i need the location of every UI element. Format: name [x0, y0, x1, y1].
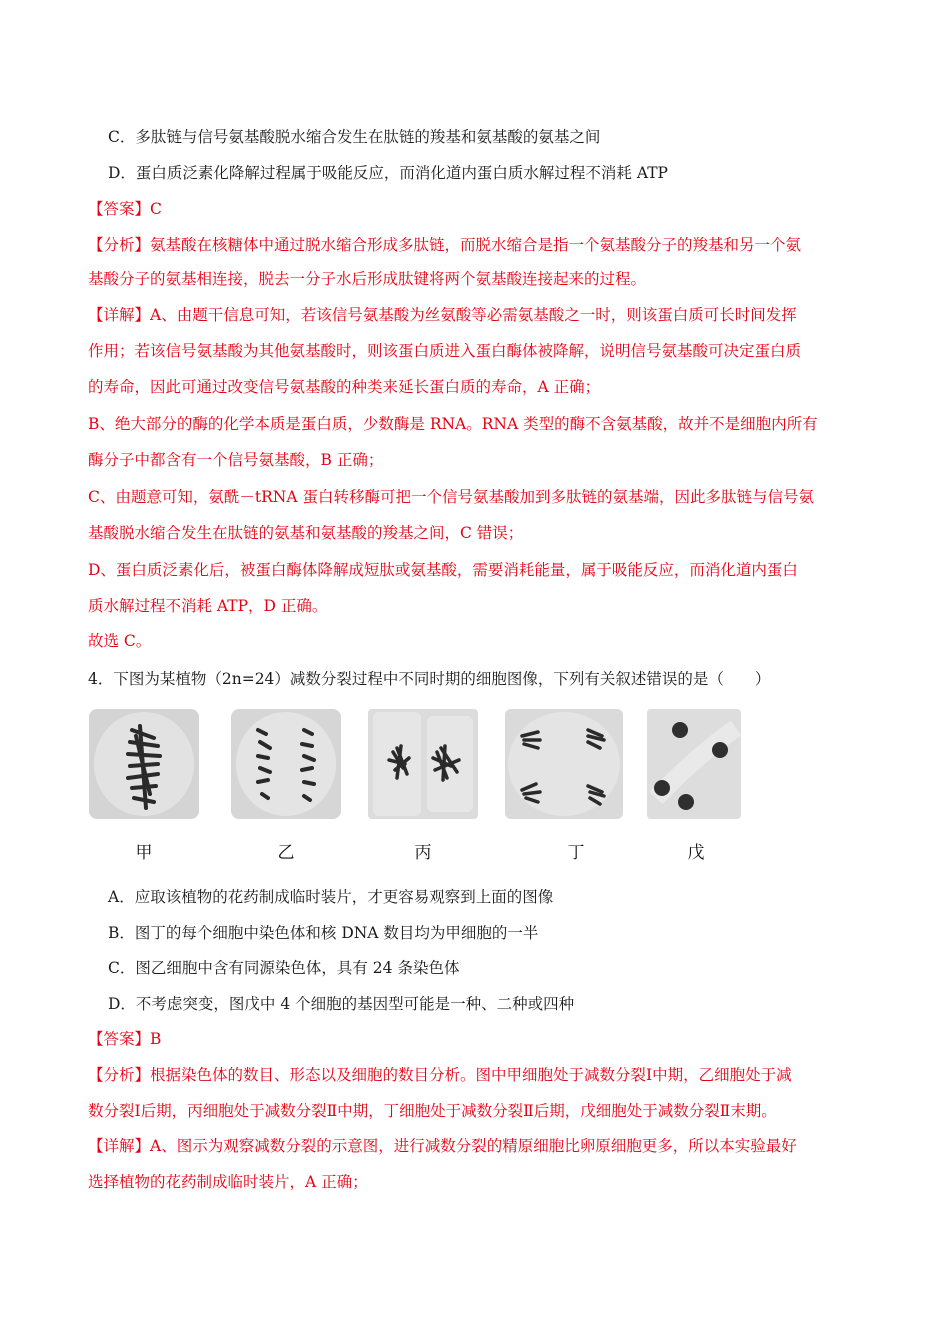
q4-analysis-line-2: 数分裂Ⅰ后期，丙细胞处于减数分裂Ⅱ中期，丁细胞处于减数分裂Ⅱ后期，戊细胞处于减数分裂Ⅱ末期。	[88, 1102, 777, 1120]
cell-image-bing	[367, 708, 479, 820]
q3-detail-line-1: 【详解】A、由题干信息可知，若该信号氨基酸为丝氨酸等必需氨基酸之一时，则该蛋白质可长时间发挥	[88, 306, 797, 324]
q4-option-c: C．图乙细胞中含有同源染色体，具有 24 条染色体	[108, 959, 460, 977]
q4-answer: 【答案】B	[88, 1030, 162, 1048]
q4-stem: 4．下图为某植物（2n=24）减数分裂过程中不同时期的细胞图像，下列有关叙述错误的是（ ）	[88, 670, 771, 688]
caption-bing: 丙	[414, 843, 432, 863]
caption-jia: 甲	[135, 843, 153, 863]
q3-detail-line-7: 基酸脱水缩合发生在肽链的氨基和氨基酸的羧基之间，C 错误；	[88, 524, 524, 542]
caption-wu: 戊	[687, 843, 705, 863]
q3-detail-line-9: 质水解过程不消耗 ATP，D 正确。	[88, 597, 328, 615]
q3-detail-line-2: 作用；若该信号氨基酸为其他氨基酸时，则该蛋白质进入蛋白酶体被降解，说明信号氨基酸可决定蛋白质	[88, 342, 802, 360]
q3-option-c: C．多肽链与信号氨基酸脱水缩合发生在肽链的羧基和氨基酸的氨基之间	[108, 128, 601, 146]
q3-detail-line-3: 的寿命，因此可通过改变信号氨基酸的种类来延长蛋白质的寿命，A 正确；	[88, 378, 601, 396]
q4-option-a: A．应取该植物的花药制成临时装片，才更容易观察到上面的图像	[108, 888, 554, 906]
cell-image-yi	[230, 708, 342, 820]
q3-conclusion: 故选 C。	[88, 632, 152, 650]
q4-option-d: D．不考虑突变，图戊中 4 个细胞的基因型可能是一种、二种或四种	[108, 995, 575, 1013]
q4-detail-line-2: 选择植物的花药制成临时装片，A 正确；	[88, 1173, 368, 1191]
q3-detail-line-6: C、由题意可知，氨酰－tRNA 蛋白转移酶可把一个信号氨基酸加到多肽链的氨基端，因此多肽链与信号氨	[88, 488, 814, 506]
cell-image-ding	[504, 708, 624, 820]
q3-analysis-line-1: 【分析】氨基酸在核糖体中通过脱水缩合形成多肽链，而脱水缩合是指一个氨基酸分子的羧基和另一个氨	[88, 236, 802, 254]
q3-option-d: D．蛋白质泛素化降解过程属于吸能反应，而消化道内蛋白质水解过程不消耗 ATP	[108, 164, 668, 182]
cell-image-jia	[88, 708, 200, 820]
cell-image-wu	[646, 708, 742, 820]
q3-detail-line-4: B、绝大部分的酶的化学本质是蛋白质，少数酶是 RNA。RNA 类型的酶不含氨基酸，故并不是细胞内所有	[88, 415, 818, 433]
q4-option-b: B．图丁的每个细胞中染色体和核 DNA 数目均为甲细胞的一半	[108, 924, 539, 942]
caption-yi: 乙	[277, 843, 295, 863]
q3-answer: 【答案】C	[88, 200, 162, 218]
q3-detail-line-8: D、蛋白质泛素化后，被蛋白酶体降解成短肽或氨基酸，需要消耗能量，属于吸能反应，而消化道内蛋白	[88, 561, 798, 579]
q3-detail-line-5: 酶分子中都含有一个信号氨基酸，B 正确；	[88, 451, 384, 469]
cell-image-figure	[88, 708, 748, 863]
q4-detail-line-1: 【详解】A、图示为观察减数分裂的示意图，进行减数分裂的精原细胞比卵原细胞更多，所以本实验最好	[88, 1137, 797, 1155]
q3-analysis-line-2: 基酸分子的氨基相连接，脱去一分子水后形成肽键将两个氨基酸连接起来的过程。	[88, 270, 647, 288]
q4-analysis-line-1: 【分析】根据染色体的数目、形态以及细胞的数目分析。图中甲细胞处于减数分裂Ⅰ中期，乙细胞处于减	[88, 1066, 792, 1084]
caption-ding: 丁	[567, 843, 585, 863]
